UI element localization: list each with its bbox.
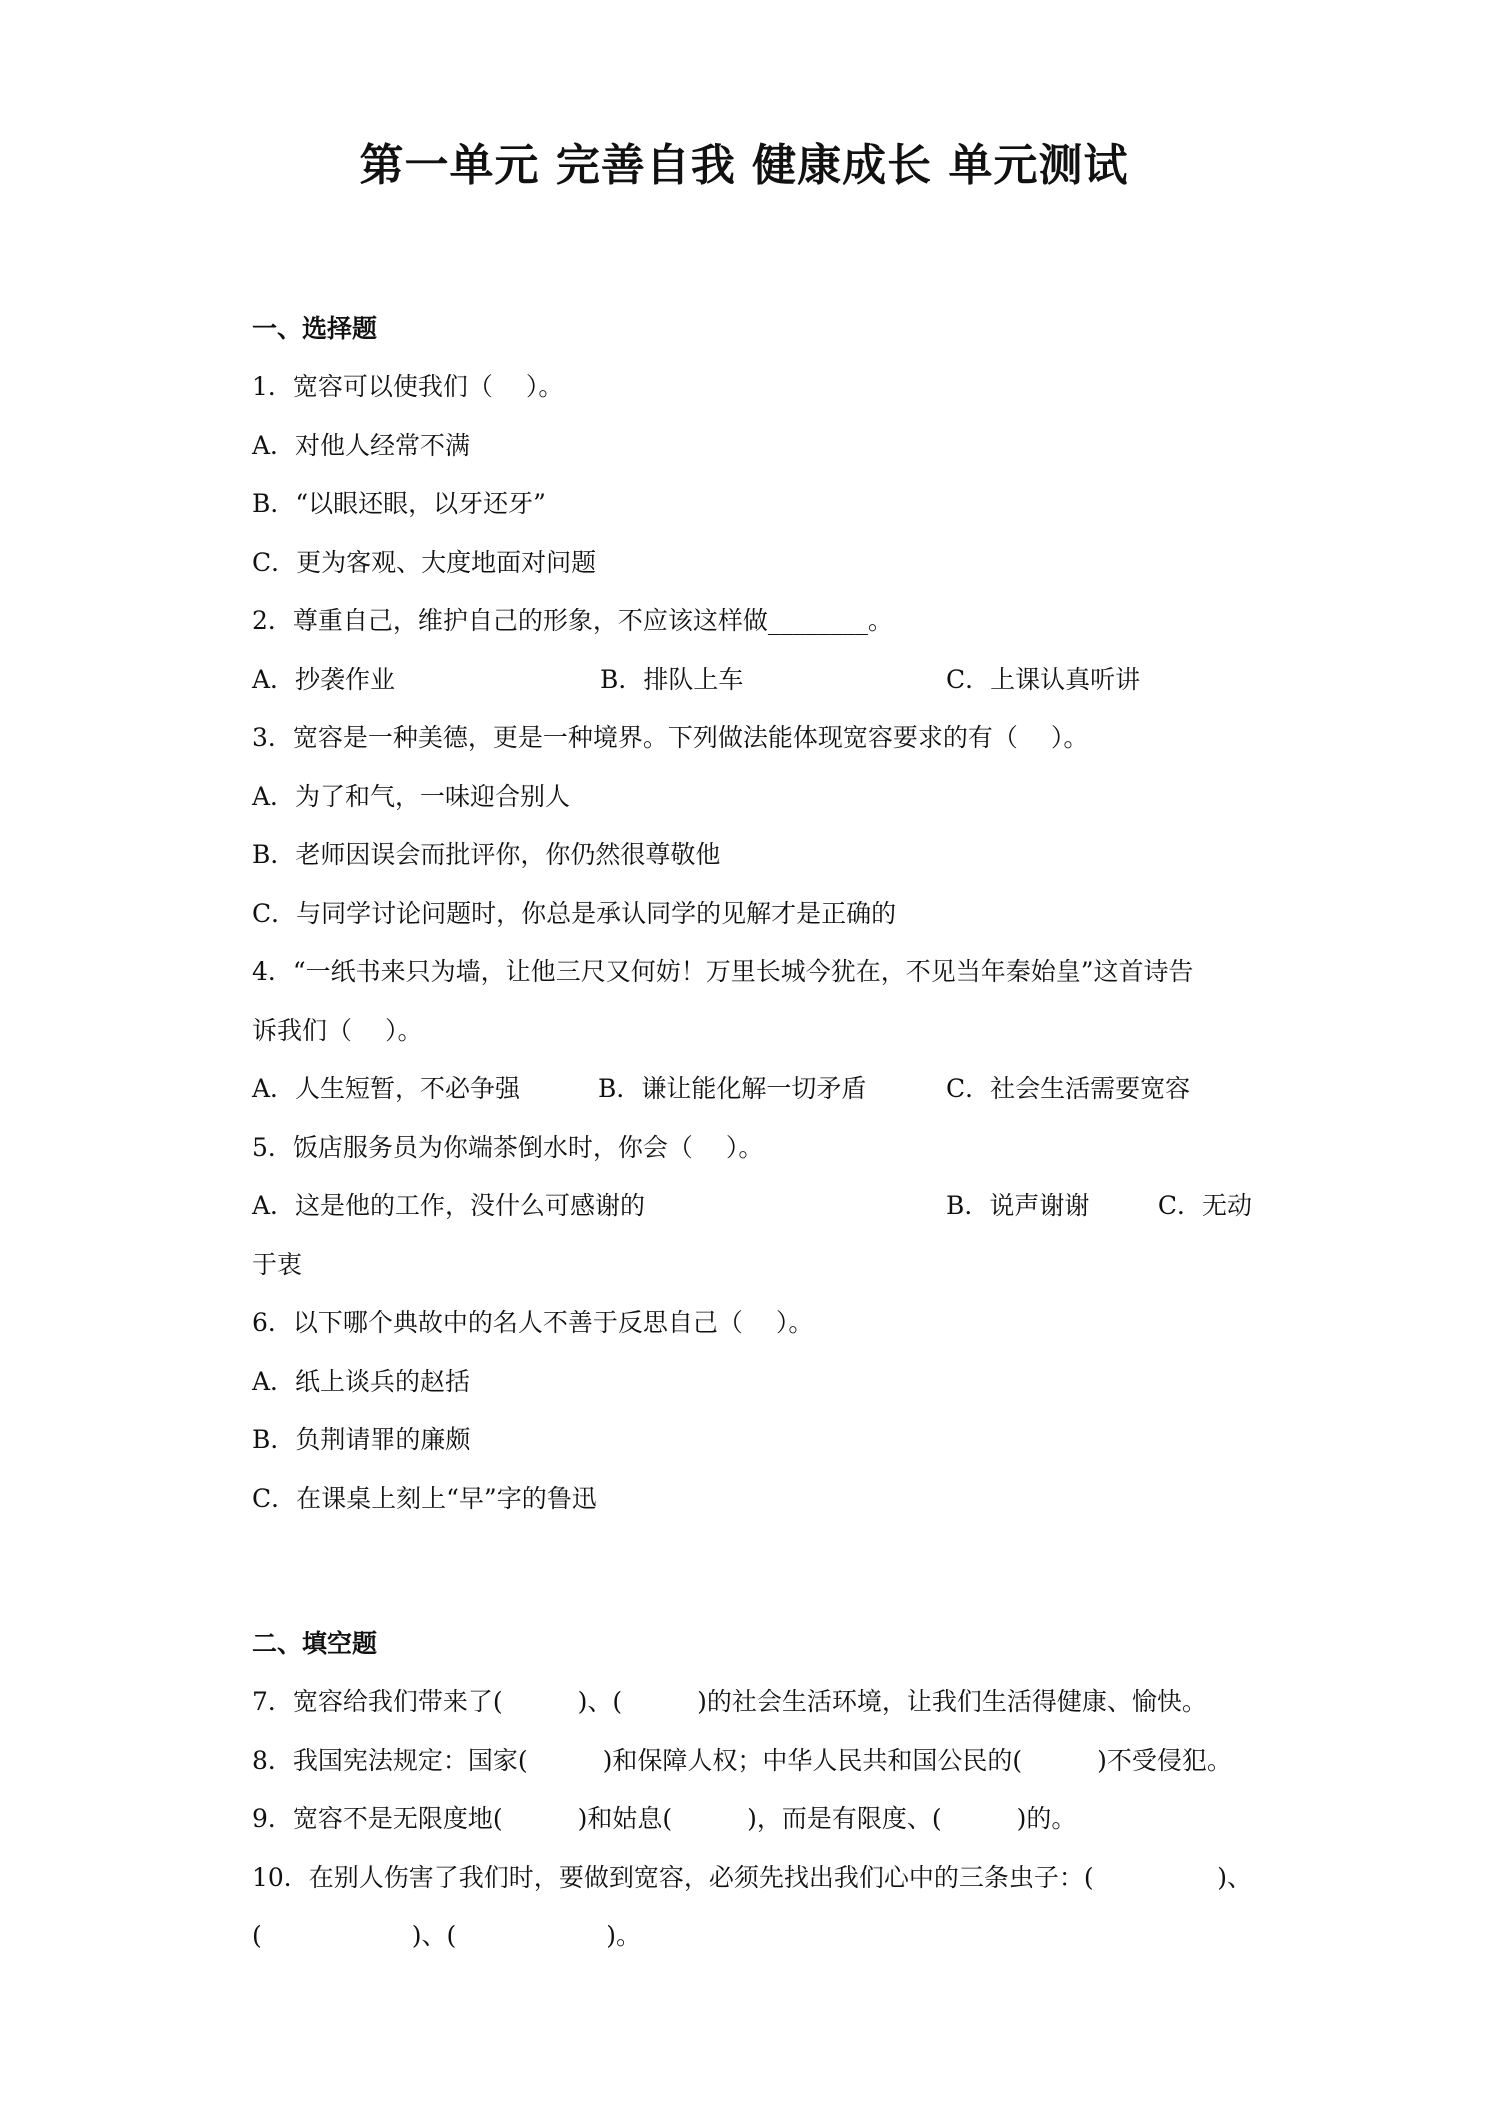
question-1-option-a: A．对他人经常不满 <box>252 430 471 460</box>
section-heading-fill-blank: 二、填空题 <box>252 1629 378 1658</box>
question-10-line-2: ( )、( )。 <box>252 1921 642 1950</box>
question-6-option-b: B．负荆请罪的廉颇 <box>252 1425 471 1454</box>
question-5-option-b: B．说声谢谢 <box>946 1191 1090 1220</box>
question-8: 8．我国宪法规定：国家( )和保障人权；中华人民共和国公民的( )不受侵犯。 <box>252 1745 1232 1775</box>
question-10-line-1-left: 10．在别人伤害了我们时，要做到宽容，必须先找出我们心中的三条虫子：( <box>252 1862 1094 1892</box>
question-10-line-1 <box>252 1849 1252 1908</box>
question-6-option-c: C．在课桌上刻上“早”字的鲁迅 <box>252 1483 597 1513</box>
question-4-stem-line-1: 4．“一纸书来只为墙，让他三尺又何妨！万里长城今犹在，不见当年秦始皇”这首诗告 <box>252 957 1194 986</box>
question-10-line-1-right: )、 <box>1217 1862 1252 1892</box>
question-3-stem: 3．宽容是一种美德，更是一种境界。下列做法能体现宽容要求的有（ ）。 <box>252 723 1089 752</box>
question-5-option-a: A．这是他的工作，没什么可感谢的 <box>252 1191 646 1220</box>
question-5-option-c-wrap: 于衷 <box>252 1249 303 1279</box>
question-4-option-b: B．谦让能化解一切矛盾 <box>598 1074 867 1103</box>
question-5-option-c: C．无动 <box>1157 1191 1252 1220</box>
question-1-stem: 1．宽容可以使我们（ ）。 <box>252 372 564 401</box>
question-7: 7．宽容给我们带来了( )、( )的社会生活环境，让我们生活得健康、愉快。 <box>252 1687 1207 1716</box>
question-4-stem-line-2: 诉我们（ ）。 <box>252 1015 423 1045</box>
section-heading-choice: 一、选择题 <box>252 314 378 343</box>
question-2-option-a: A．抄袭作业 <box>252 664 396 694</box>
question-9: 9．宽容不是无限度地( )和姑息( )，而是有限度、( )的。 <box>252 1804 1077 1833</box>
question-6-option-a: A．纸上谈兵的赵括 <box>252 1366 471 1396</box>
page-title: 第一单元 完善自我 健康成长 单元测试 <box>359 140 1129 191</box>
question-4-options <box>252 1060 1252 1119</box>
question-1-option-b: B．“以眼还眼，以牙还牙” <box>252 489 546 518</box>
question-3-option-b: B．老师因误会而批评你，你仍然很尊敬他 <box>252 840 721 869</box>
question-5-options <box>252 1177 1252 1236</box>
question-4-option-a: A．人生短暂，不必争强 <box>252 1074 521 1103</box>
question-4-option-c: C．社会生活需要宽容 <box>946 1074 1191 1103</box>
question-3-option-a: A．为了和气，一味迎合别人 <box>252 781 571 811</box>
question-2-stem: 2．尊重自己，维护自己的形象，不应该这样做________。 <box>252 606 893 635</box>
question-5-stem: 5．饭店服务员为你端茶倒水时，你会（ ）。 <box>252 1132 764 1162</box>
question-2-options <box>252 651 1252 710</box>
question-2-option-c: C．上课认真听讲 <box>946 664 1141 694</box>
question-6-stem: 6．以下哪个典故中的名人不善于反思自己（ ）。 <box>252 1308 814 1337</box>
question-1-option-c: C．更为客观、大度地面对问题 <box>252 547 597 577</box>
document-body <box>252 300 1252 1966</box>
question-3-option-c: C．与同学讨论问题时，你总是承认同学的见解才是正确的 <box>252 898 897 928</box>
question-2-option-b: B．排队上车 <box>600 664 744 694</box>
